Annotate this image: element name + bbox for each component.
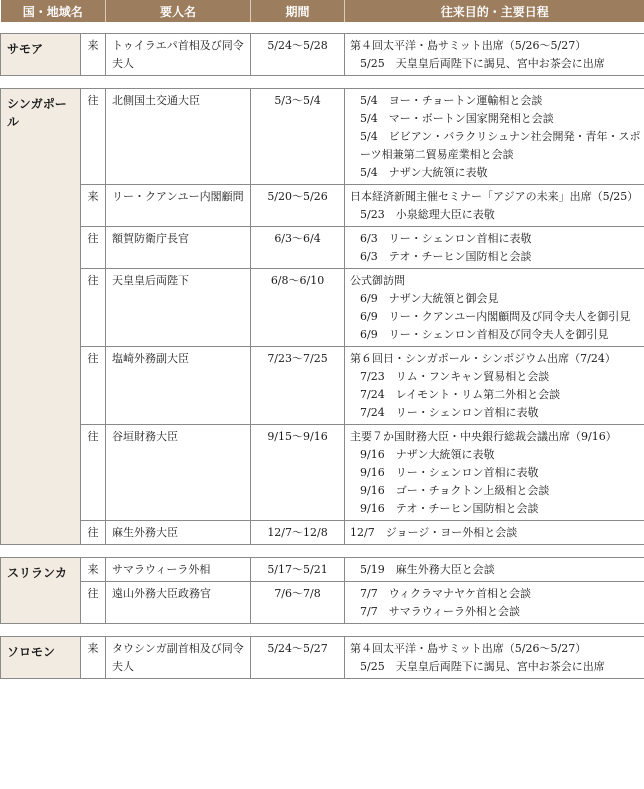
purpose-item: 5/25 天皇皇后両陛下に謁見、宮中お茶会に出席	[360, 660, 605, 673]
purpose	[345, 269, 644, 347]
table-row	[1, 558, 644, 582]
purpose-item: 6/9 リー・シェンロン首相及び同令夫人を御引見	[360, 328, 609, 341]
period: 12/7～12/8	[251, 521, 345, 545]
direction: 往	[81, 89, 106, 185]
purpose	[345, 227, 644, 269]
table-row	[1, 347, 644, 425]
purpose	[345, 582, 644, 624]
person-name: 谷垣財務大臣	[106, 425, 251, 521]
period: 5/20～5/26	[251, 185, 345, 227]
direction: 往	[81, 521, 106, 545]
purpose-item: 7/7 サマラウィーラ外相と会談	[360, 605, 521, 618]
purpose-item: 7/24 レイモント・リム第二外相と会談	[360, 388, 561, 401]
person-name: サマラウィーラ外相	[106, 558, 251, 582]
direction: 往	[81, 227, 106, 269]
purpose-item: 7/23 リム・フンキャン貿易相と会談	[360, 370, 550, 383]
direction: 来	[81, 185, 106, 227]
purpose-item: 日本経済新聞主催セミナー「アジアの未来」出席（5/25）	[350, 190, 639, 203]
purpose-item: 5/19 麻生外務大臣と会談	[360, 563, 495, 576]
direction: 往	[81, 425, 106, 521]
person-name: トゥイラエパ首相及び同令夫人	[106, 34, 251, 76]
purpose-item: 5/23 小泉総理大臣に表敬	[360, 208, 495, 221]
country-srilanka: スリランカ	[1, 558, 81, 624]
purpose-item: 5/4 ヨー・チョートン運輸相と会談	[360, 94, 543, 107]
purpose	[345, 34, 644, 76]
purpose-item: 7/24 リー・シェンロン首相に表敬	[360, 406, 539, 419]
table-row	[1, 425, 644, 521]
purpose-item: 5/4 マー・ボートン国家開発相と会談	[360, 112, 554, 125]
table-row	[1, 269, 644, 347]
purpose	[345, 425, 644, 521]
purpose-item: 9/16 ナザン大統領に表敬	[360, 448, 495, 461]
header-period: 期間	[251, 0, 345, 22]
table-row	[1, 521, 644, 545]
person-name: タウシンガ副首相及び同令夫人	[106, 637, 251, 679]
person-name: 麻生外務大臣	[106, 521, 251, 545]
purpose-item: 7/7 ウィクラマナヤケ首相と会談	[360, 587, 532, 600]
country-singapore: シンガポール	[1, 89, 81, 545]
person-name: リー・クアンユー内閣顧問	[106, 185, 251, 227]
purpose-item: 9/16 ゴー・チョクトン上級相と会談	[360, 484, 550, 497]
purpose-item: 5/4 ナザン大統領に表敬	[360, 166, 488, 179]
period: 5/3～5/4	[251, 89, 345, 185]
header-country: 国・地域名	[1, 0, 106, 22]
purpose	[345, 521, 644, 545]
purpose-item: 9/16 リー・シェンロン首相に表敬	[360, 466, 539, 479]
table-row	[1, 34, 644, 76]
purpose-item: 5/4 ビビアン・バラクリシュナン社会開発・青年・スポーツ相兼第二貿易産業相と会談	[360, 130, 641, 161]
direction: 来	[81, 637, 106, 679]
table-row	[1, 185, 644, 227]
table-row	[1, 227, 644, 269]
period: 7/6～7/8	[251, 582, 345, 624]
purpose	[345, 637, 644, 679]
person-name: 額賀防衛庁長官	[106, 227, 251, 269]
direction: 往	[81, 582, 106, 624]
direction: 来	[81, 34, 106, 76]
direction: 往	[81, 347, 106, 425]
table-row	[1, 89, 644, 185]
header-row	[1, 0, 644, 22]
table-body	[1, 22, 644, 679]
direction: 来	[81, 558, 106, 582]
purpose-item: 第４回太平洋・島サミット出席（5/26～5/27）	[350, 642, 587, 655]
person-name: 北側国土交通大臣	[106, 89, 251, 185]
person-name: 遠山外務大臣政務官	[106, 582, 251, 624]
purpose	[345, 89, 644, 185]
purpose-item: 5/25 天皇皇后両陛下に謁見、宮中お茶会に出席	[360, 57, 605, 70]
period: 5/24～5/27	[251, 637, 345, 679]
purpose-item: 6/9 ナザン大統領と御会見	[360, 292, 499, 305]
purpose	[345, 185, 644, 227]
period: 5/24～5/28	[251, 34, 345, 76]
purpose-item: 12/7 ジョージ・ヨー外相と会談	[350, 526, 518, 539]
period: 7/23～7/25	[251, 347, 345, 425]
period: 9/15～9/16	[251, 425, 345, 521]
header-purpose: 往来目的・主要日程	[345, 0, 644, 22]
purpose-item: 6/3 リー・シェンロン首相に表敬	[360, 232, 532, 245]
period: 6/3～6/4	[251, 227, 345, 269]
purpose-item: 主要７か国財務大臣・中央銀行総裁会議出席（9/16）	[350, 430, 617, 443]
purpose-item: 公式御訪問	[350, 274, 406, 287]
person-name: 天皇皇后両陛下	[106, 269, 251, 347]
purpose-item: 6/9 リー・クアンユー内閣顧問及び同令夫人を御引見	[360, 310, 631, 323]
country-samoa: サモア	[1, 34, 81, 76]
header-person: 要人名	[106, 0, 251, 22]
period: 5/17～5/21	[251, 558, 345, 582]
table-row	[1, 582, 644, 624]
purpose-item: 6/3 テオ・チーヒン国防相と会談	[360, 250, 532, 263]
direction: 往	[81, 269, 106, 347]
purpose-item: 第４回太平洋・島サミット出席（5/26～5/27）	[350, 39, 587, 52]
country-solomon: ソロモン	[1, 637, 81, 679]
person-name: 塩崎外務副大臣	[106, 347, 251, 425]
purpose-item: 9/16 テオ・チーヒン国防相と会談	[360, 502, 539, 515]
purpose	[345, 558, 644, 582]
purpose-item: 第６回日・シンガポール・シンポジウム出席（7/24）	[350, 352, 616, 365]
period: 6/8～6/10	[251, 269, 345, 347]
table-row	[1, 637, 644, 679]
purpose	[345, 347, 644, 425]
